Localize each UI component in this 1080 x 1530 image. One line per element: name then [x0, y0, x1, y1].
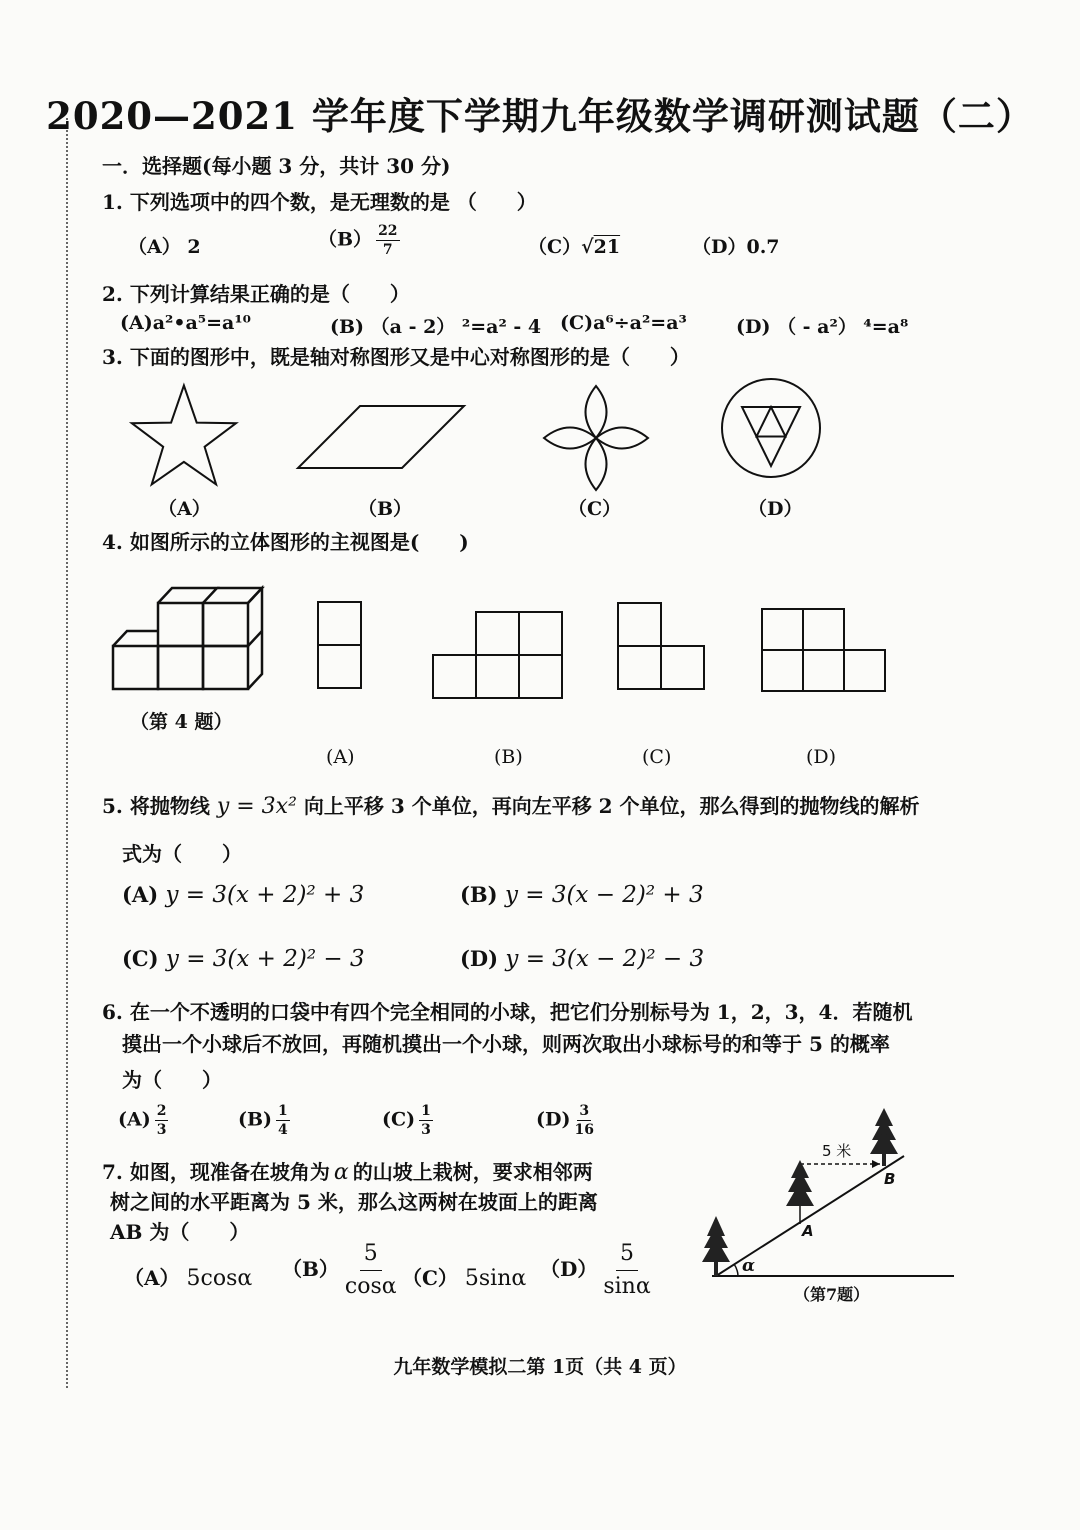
sqrt-icon: √ — [581, 236, 594, 258]
q2-option-b: (B) （a - 2） ²=a² - 4 — [330, 316, 542, 338]
q7-option-a-value: 5cosα — [186, 1266, 253, 1291]
q6-option-d-label: (D) — [536, 1108, 571, 1131]
q6-a-numerator: 2 — [156, 1103, 167, 1119]
q5-option-d-label: (D) — [460, 946, 499, 971]
q3-label-b: （B） — [358, 498, 413, 520]
q1-b-denominator: 7 — [382, 242, 393, 258]
q6-line1: 6. 在一个不透明的口袋中有四个完全相同的小球，把它们分别标号为 1，2，3，4．若随机 — [102, 1000, 913, 1024]
q6-option-a-label: (A) — [118, 1108, 151, 1131]
q7-option-c-label: （C） — [402, 1266, 458, 1290]
q7-b-numerator: 5 — [360, 1242, 382, 1271]
q5-option-c-equation: y = 3(x + 2)² − 3 — [165, 946, 365, 972]
q7-option-a-label: （A） — [124, 1266, 180, 1290]
q6-option-c-label: (C) — [382, 1108, 416, 1131]
q7-alpha: α — [333, 1160, 349, 1185]
q5-option-d-equation: y = 3(x − 2)² − 3 — [505, 946, 705, 972]
q4-label-b: (B) — [494, 746, 523, 768]
q5-option-c-label: (C) — [122, 946, 159, 971]
q7-line3: AB 为（ ） — [110, 1220, 250, 1244]
q6-line2: 摸出一个小球后不放回，再随机摸出一个小球，则两次取出小球标号的和等于 5 的概率 — [122, 1032, 890, 1056]
q3-stem: 3. 下面的图形中，既是轴对称图形又是中心对称图形的是（ ） — [102, 345, 690, 369]
q6-line3: 为（ ） — [122, 1068, 222, 1092]
q6-b-numerator: 1 — [278, 1103, 288, 1119]
q5-option-b-equation: y = 3(x − 2)² + 3 — [504, 882, 704, 908]
q5-stem-line2: 式为（ ） — [122, 842, 242, 866]
q6-d-numerator: 3 — [579, 1103, 590, 1119]
q7-figure-caption: （第7题） — [794, 1285, 870, 1304]
q6-a-denominator: 3 — [156, 1122, 167, 1138]
q7-d-denominator: sinα — [603, 1274, 651, 1300]
q4-label-a: (A) — [326, 746, 355, 768]
section-heading: 一．选择题(每小题 3 分，共计 30 分) — [102, 154, 451, 178]
q7-figure-point-b: B — [884, 1170, 896, 1188]
q1-b-numerator: 22 — [378, 223, 398, 239]
tree-icon — [870, 1108, 898, 1166]
q4-label-d: (D) — [806, 746, 837, 768]
q2-option-c: (C)a⁶÷a²=a³ — [560, 312, 687, 334]
q3-label-a: （A） — [158, 498, 211, 520]
q5-option-a-label: (A) — [122, 882, 159, 907]
q6-c-numerator: 1 — [421, 1103, 431, 1119]
angle-arc — [734, 1264, 738, 1276]
q7-line1-pre: 7. 如图，现准备在坡角为 — [102, 1160, 330, 1184]
q4-label-c: (C) — [642, 746, 672, 768]
q2-stem: 2. 下列计算结果正确的是（ ） — [102, 282, 410, 306]
q1-c-radicand: 21 — [593, 236, 621, 258]
q7-option-b-label: （B） — [282, 1257, 339, 1282]
q1-option-b-label: （B） — [318, 228, 373, 251]
q1-stem: 1. 下列选项中的四个数，是无理数的是 （ ） — [102, 190, 537, 214]
page-title: 2020—2021 学年度下学期九年级数学调研测试题（二） — [46, 94, 1034, 138]
page-footer: 九年数学模拟二第 1页（共 4 页） — [393, 1356, 687, 1378]
q5-option-a-equation: y = 3(x + 2)² + 3 — [165, 882, 365, 908]
distance-arrow-icon — [872, 1160, 880, 1168]
q5-stem-pre: 5. 将抛物线 — [102, 794, 217, 818]
q5-option-b-label: (B) — [460, 882, 498, 907]
q6-b-denominator: 4 — [278, 1122, 288, 1138]
q7-d-numerator: 5 — [616, 1242, 638, 1271]
q7-figure-point-a: A — [802, 1222, 814, 1240]
q1-option-a: （A） 2 — [128, 236, 201, 258]
q7-line2: 树之间的水平距离为 5 米，那么这两树在坡面上的距离 — [110, 1190, 598, 1214]
tree-icon — [786, 1160, 814, 1206]
q3-label-c: （C） — [568, 498, 622, 520]
tree-icon — [702, 1216, 730, 1276]
q7-figure-distance: 5 米 — [822, 1142, 852, 1160]
q7-b-denominator: cosα — [344, 1274, 397, 1300]
q7-option-d-label: （D） — [540, 1257, 598, 1282]
q3-label-d: （D） — [748, 498, 803, 520]
q1-option-d: （D）0.7 — [692, 236, 780, 258]
q7-option-c-value: 5sinα — [464, 1266, 527, 1291]
q5-stem-post: 向上平移 3 个单位，再向左平移 2 个单位，那么得到的抛物线的解析 — [296, 794, 920, 818]
q7-figure-alpha: α — [742, 1256, 756, 1276]
q4-caption: （第 4 题） — [130, 711, 233, 733]
q6-d-denominator: 16 — [574, 1122, 594, 1138]
q1-option-c-label: （C） — [528, 236, 582, 258]
q5-stem-equation: y = 3x² — [216, 794, 297, 819]
q2-option-a: (A)a²•a⁵=a¹⁰ — [120, 312, 252, 334]
q7-line1-post: 的山坡上栽树，要求相邻两 — [352, 1160, 593, 1184]
q6-c-denominator: 3 — [421, 1122, 431, 1138]
q6-option-b-label: (B) — [238, 1108, 273, 1131]
q2-option-d: (D) （ - a²） ⁴=a⁸ — [736, 316, 909, 338]
q4-stem: 4. 如图所示的立体图形的主视图是( ) — [102, 530, 469, 554]
